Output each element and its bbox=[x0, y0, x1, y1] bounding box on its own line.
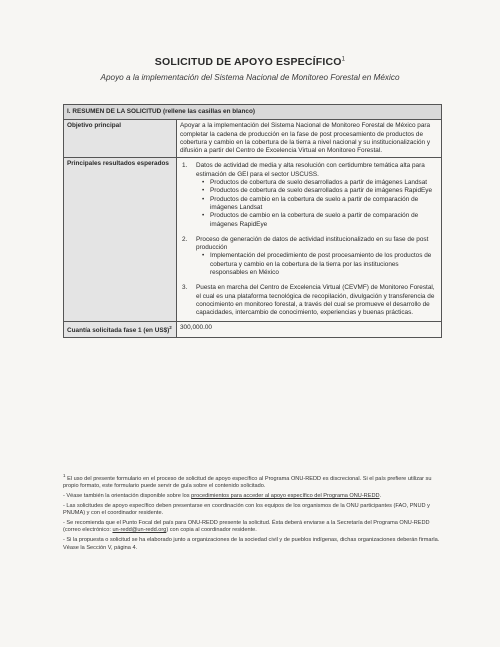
result-number: 3. bbox=[182, 284, 188, 292]
results-field[interactable] bbox=[177, 158, 442, 321]
result-text: Datos de actividad de media y alta resolución con certidumbre temática alta para estimación de GEI para el sector USCUSS. bbox=[196, 162, 425, 178]
procedures-link[interactable]: procedimientos para acceder al apoyo específico del Programa ONU-REDD bbox=[191, 493, 380, 500]
result-item bbox=[180, 236, 438, 277]
amount-field[interactable]: 300,000.00 bbox=[177, 321, 442, 337]
bullet-item: • Productos de cobertura de suelo desarrollados a partir de imágenes Landsat bbox=[210, 179, 438, 187]
footnotes bbox=[63, 472, 443, 554]
bullet-item: • Productos de cobertura de suelo desarrollados a partir de imágenes RapidEye bbox=[210, 187, 438, 195]
amount-footnote-ref: 2 bbox=[169, 324, 172, 330]
result-number: 2. bbox=[182, 235, 188, 243]
results-label: Principales resultados esperados bbox=[64, 158, 177, 321]
amount-label: Cuantía solicitada fase 1 (en US$)$^2$ bbox=[64, 321, 177, 337]
result-text: Proceso de generación de datos de actividad institucionalizado en su fase de post producción bbox=[196, 235, 429, 252]
footnote-focal-point: - Se recomienda que el Punto Focal del país para ONU-REDD presente la solicitud. Ésta deberá enviarse a la Secretaría del Programa ONU-REDD (correo electrónico: un-redd@un-redd.org) con copia al coordinador residente. bbox=[63, 519, 430, 534]
footnote-1: $^1$ El uso del presente formulario en el proceso de solicitud de apoyo específico al Programa ONU-REDD es discrecional. Si el país prefiere utilizar su propio formato, este formulario puede servir de guía sobre el contenido solicitado. bbox=[63, 473, 432, 490]
bullet-item: • Productos de cambio en la cobertura de suelo a partir de comparación de imágenes RapidEye bbox=[210, 212, 438, 229]
result-bullets bbox=[196, 252, 438, 277]
footnote-civil-society: - Si la propuesta o solicitud se ha elaborado junto a organizaciones de la sociedad civil y de pueblos indígenas, dichas organizaciones deberán firmarla. Véase la Sección V, página 4. bbox=[63, 537, 440, 551]
email-link[interactable]: un-redd@un-redd.org bbox=[112, 527, 167, 534]
footnote-guidance: - Véase también la orientación disponible sobre los procedimientos para acceder al apoyo específico del Programa ONU-REDD. bbox=[63, 493, 382, 500]
results-list bbox=[180, 162, 438, 317]
result-item bbox=[180, 162, 438, 228]
footnote-coordination: - Las solicitudes de apoyo específico deben presentarse en coordinación con los equipos de los organismos de la ONU participantes (FAO, PNUD y PNUMA) y con el coordinador residente. bbox=[63, 502, 430, 517]
result-text: Puesta en marcha del Centro de Excelencia Virtual (CEVMF) de Monitoreo Forestal, el cual es una plataforma tecnológica de recopilación, divulgación y transferencia de conocimiento en monitoreo forestal, a través del cual se promueve el desarrollo de capacidades, intercambio de conocimiento, experiencias y buenas prácticas. bbox=[196, 284, 435, 317]
result-item bbox=[180, 284, 438, 317]
document-subtitle: Apoyo a la implementación del Sistema Nacional de Monitoreo Forestal en México bbox=[100, 73, 400, 82]
title-footnote-ref: 1 bbox=[341, 56, 346, 63]
summary-table bbox=[63, 104, 442, 338]
section-header: I. RESUMEN DE LA SOLICITUD (rellene las casillas en blanco) bbox=[64, 105, 442, 120]
result-number: 1. bbox=[182, 162, 188, 170]
footnote-marker: 1 bbox=[63, 473, 66, 478]
bullet-item: • Implementación del procedimiento de post procesamiento de los productos de cobertura y cambio en la cobertura de la tierra por las instituciones responsables en México bbox=[210, 252, 438, 277]
results-row bbox=[64, 158, 442, 321]
result-bullets bbox=[196, 179, 438, 229]
section-header-row bbox=[64, 105, 442, 120]
objective-label: Objetivo principal bbox=[64, 120, 177, 158]
amount-row bbox=[64, 321, 442, 337]
objective-field[interactable]: Apoyar a la implementación del Sistema Nacional de Monitoreo Forestal de México para completar la cadena de producción en la fase de post procesamiento de productos de cobertura y cambio en la cobertura de la tierra a nivel nacional y su institucionalización y difusión a partir del Centro de Excelencia Virtual en Monitoreo Forestal. bbox=[177, 120, 442, 158]
document-title: SOLICITUD DE APOYO ESPECÍFICO$^1$ bbox=[154, 56, 346, 68]
bullet-item: • Productos de cambio en la cobertura de suelo a partir de comparación de imágenes Landsat bbox=[210, 196, 438, 213]
objective-row bbox=[64, 120, 442, 158]
